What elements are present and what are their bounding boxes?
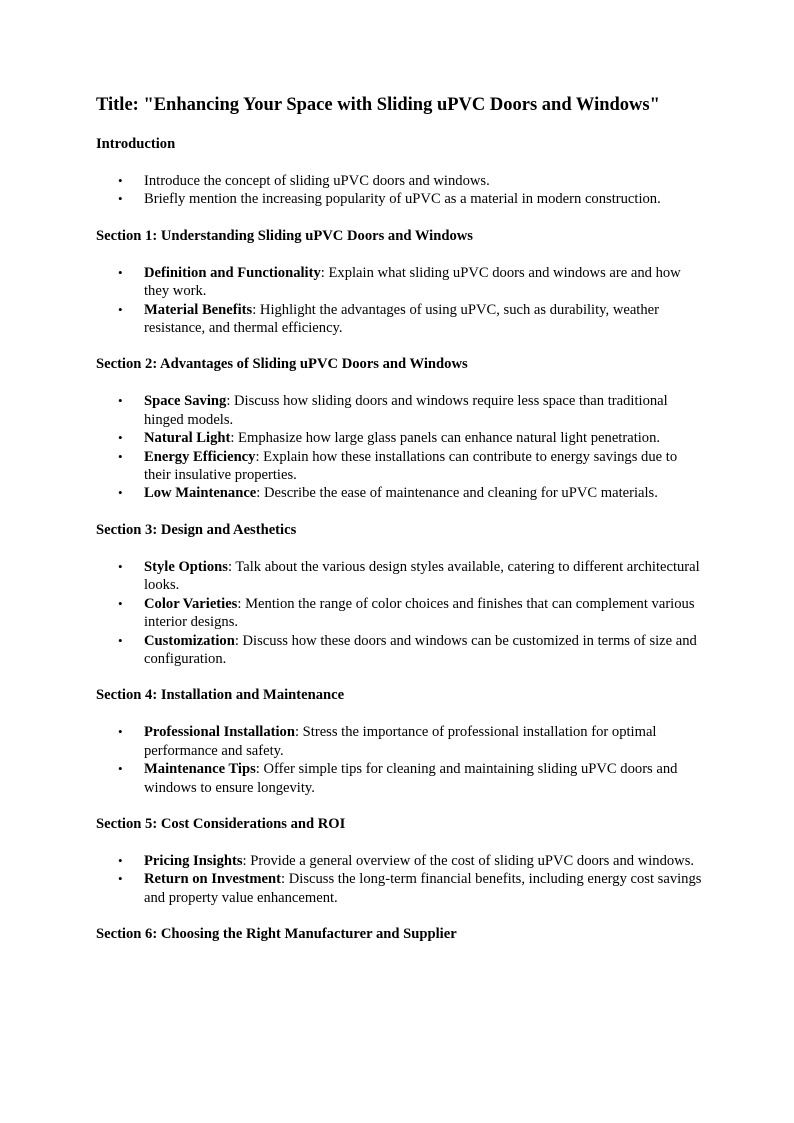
item-text: : Discuss how these doors and windows can be customized in terms of size and configuration. bbox=[144, 632, 697, 667]
item-text: : Provide a general overview of the cost of sliding uPVC doors and windows. bbox=[242, 852, 695, 869]
item-text: : Talk about the various design styles available, catering to different architectural looks. bbox=[144, 558, 700, 594]
item-text: : Explain how these installations can contribute to energy savings due to their insulative properties. bbox=[144, 448, 678, 484]
document-title: Title: "Enhancing Your Space with Sliding uPVC Doors and Windows" bbox=[96, 95, 660, 115]
item-term: Definition and Functionality bbox=[144, 264, 321, 281]
list-item bbox=[96, 172, 706, 190]
bullet-icon: • bbox=[118, 430, 123, 446]
item-text: Introduce the concept of sliding uPVC doors and windows. bbox=[144, 173, 490, 189]
bullet-list bbox=[96, 264, 706, 338]
item-text: : Mention the range of color choices and finishes that can complement various interior designs. bbox=[144, 595, 695, 631]
document-section bbox=[96, 686, 706, 797]
item-term: Style Options bbox=[144, 558, 228, 575]
list-item bbox=[96, 558, 706, 595]
item-term: Space Saving bbox=[144, 393, 227, 410]
document-section bbox=[96, 135, 706, 209]
item-text: : Explain what sliding uPVC doors and windows are and how they work. bbox=[144, 264, 681, 300]
bullet-icon: • bbox=[118, 558, 123, 574]
item-text: : Emphasize how large glass panels can enhance natural light penetration. bbox=[230, 430, 661, 447]
bullet-icon: • bbox=[118, 724, 123, 740]
section-heading: Introduction bbox=[96, 136, 176, 152]
item-text: : Offer simple tips for cleaning and maintaining sliding uPVC doors and windows to ensure longevity. bbox=[144, 761, 678, 796]
list-item bbox=[96, 264, 706, 301]
bullet-icon: • bbox=[118, 301, 123, 317]
section-heading: Section 5: Cost Considerations and ROI bbox=[96, 815, 346, 832]
bullet-list bbox=[96, 392, 706, 502]
item-text: : Describe the ease of maintenance and cleaning for uPVC materials. bbox=[256, 485, 658, 502]
bullet-icon: • bbox=[118, 761, 123, 777]
document-page bbox=[96, 93, 706, 962]
bullet-icon: • bbox=[118, 448, 123, 464]
list-item bbox=[96, 870, 706, 907]
item-term: Natural Light bbox=[144, 430, 231, 447]
bullet-icon: • bbox=[118, 485, 123, 501]
item-term: Energy Efficiency bbox=[144, 448, 256, 465]
item-text: : Discuss the long-term financial benefits, including energy cost savings and property value enhancement. bbox=[144, 871, 702, 906]
list-item bbox=[96, 190, 706, 208]
bullet-list bbox=[96, 172, 706, 209]
section-heading: Section 2: Advantages of Sliding uPVC Doors and Windows bbox=[96, 356, 468, 373]
list-item bbox=[96, 392, 706, 429]
item-text: : Discuss how sliding doors and windows require less space than traditional hinged models. bbox=[144, 393, 668, 428]
item-term: Pricing Insights bbox=[144, 852, 243, 869]
item-text: : Highlight the advantages of using uPVC, such as durability, weather resistance, and thermal efficiency. bbox=[144, 301, 659, 337]
section-heading: Section 1: Understanding Sliding uPVC Doors and Windows bbox=[96, 227, 473, 244]
bullet-list bbox=[96, 723, 706, 797]
list-item bbox=[96, 301, 706, 338]
bullet-icon: • bbox=[118, 852, 123, 868]
document-section bbox=[96, 521, 706, 668]
section-heading: Section 6: Choosing the Right Manufacturer and Supplier bbox=[96, 926, 457, 943]
item-term: Material Benefits bbox=[144, 301, 253, 318]
list-item bbox=[96, 852, 706, 870]
list-item bbox=[96, 429, 706, 447]
bullet-icon: • bbox=[118, 871, 123, 887]
document-section bbox=[96, 925, 706, 944]
section-heading: Section 4: Installation and Maintenance bbox=[96, 687, 345, 704]
item-term: Professional Installation bbox=[144, 724, 295, 741]
list-item bbox=[96, 448, 706, 485]
item-term: Color Varieties bbox=[144, 595, 238, 612]
document-section bbox=[96, 355, 706, 502]
list-item bbox=[96, 760, 706, 797]
bullet-icon: • bbox=[118, 173, 123, 188]
item-term: Customization bbox=[144, 632, 235, 649]
list-item bbox=[96, 595, 706, 632]
bullet-icon: • bbox=[118, 393, 123, 409]
list-item bbox=[96, 484, 706, 502]
item-term: Return on Investment bbox=[144, 871, 282, 888]
document-body bbox=[96, 135, 706, 944]
document-section bbox=[96, 815, 706, 907]
bullet-icon: • bbox=[118, 595, 123, 611]
item-term: Maintenance Tips bbox=[144, 761, 256, 778]
document-section bbox=[96, 227, 706, 338]
item-term: Low Maintenance bbox=[144, 485, 257, 502]
item-text: Briefly mention the increasing popularity of uPVC as a material in modern construction. bbox=[144, 191, 661, 208]
item-text: : Stress the importance of professional installation for optimal performance and safety. bbox=[144, 724, 657, 759]
section-heading: Section 3: Design and Aesthetics bbox=[96, 521, 297, 538]
bullet-icon: • bbox=[118, 632, 123, 648]
bullet-list bbox=[96, 852, 706, 907]
bullet-icon: • bbox=[118, 264, 123, 280]
bullet-list bbox=[96, 558, 706, 668]
bullet-icon: • bbox=[118, 191, 123, 207]
list-item bbox=[96, 723, 706, 760]
list-item bbox=[96, 632, 706, 669]
